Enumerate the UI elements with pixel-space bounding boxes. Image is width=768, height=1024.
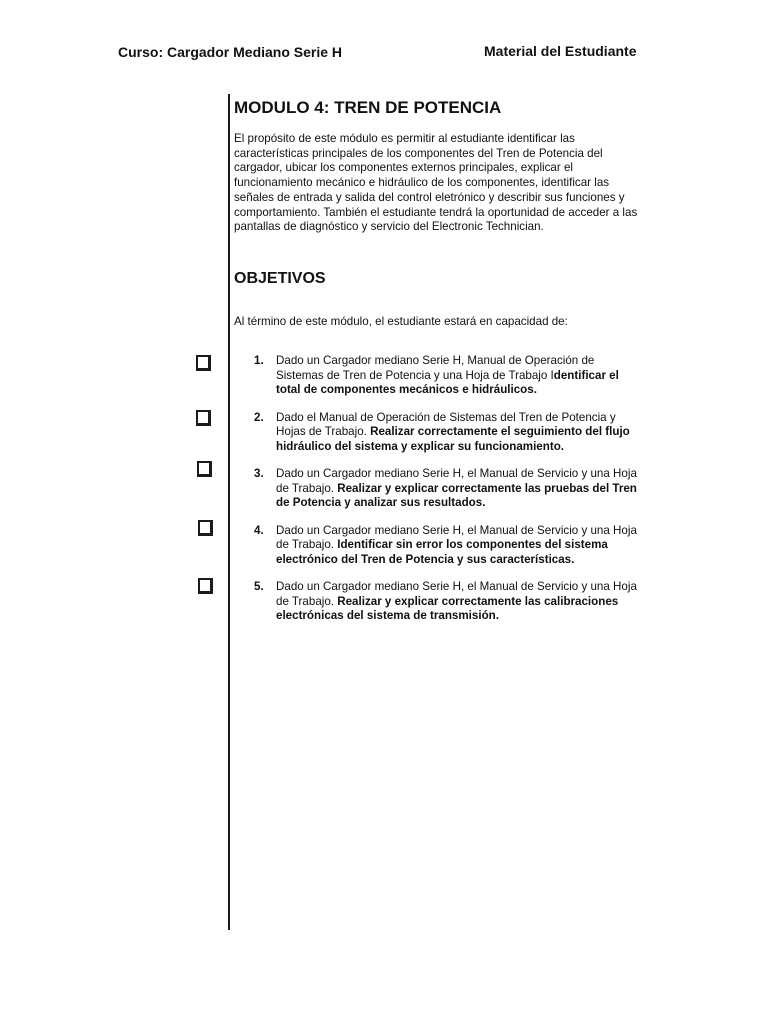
objective-goal: dentificar el total de componentes mecánicos e hidráulicos.	[276, 368, 619, 397]
margin-rule	[228, 94, 230, 930]
objective-text	[276, 467, 644, 511]
objective-text	[276, 580, 644, 624]
objective-goal: Identificar sin error los componentes del sistema electrónico del Tren de Potencia y sus características.	[276, 538, 608, 566]
objective-text	[276, 411, 644, 455]
module-content	[234, 97, 644, 330]
material-label: Material del Estudiante	[484, 43, 637, 59]
objective-item-1	[254, 354, 644, 398]
objective-condition: Dado el Manual de Operación de Sistemas del Tren de Potencia y Hojas de Trabajo.	[276, 410, 616, 439]
objective-checkbox-3[interactable]	[197, 461, 212, 477]
objective-number: 4.	[254, 523, 264, 537]
objective-number: 5.	[254, 580, 264, 593]
objective-item-5	[254, 580, 644, 624]
objective-goal: Realizar y explicar correctamente las pruebas del Tren de Potencia y analizar sus resultados.	[276, 481, 637, 510]
objective-checkbox-2[interactable]	[196, 410, 211, 426]
objective-checkbox-5[interactable]	[198, 578, 213, 594]
objective-number: 1.	[254, 354, 264, 367]
objective-condition: Dado un Cargador mediano Serie H, Manual de Operación de Sistemas de Tren de Potencia y una Hoja de Trabajo I	[276, 354, 595, 382]
objective-goal: Realizar correctamente el seguimiento del flujo hidráulico del sistema y explicar su funcionamiento.	[276, 425, 630, 453]
objective-item-2	[254, 411, 644, 455]
objective-text	[276, 354, 644, 398]
objectives-title: OBJETIVOS	[234, 269, 326, 287]
objective-condition: Dado un Cargador mediano Serie H, el Manual de Servicio y una Hoja de Trabajo.	[276, 467, 637, 495]
objective-condition: Dado un Cargador mediano Serie H, el Manual de Servicio y una Hoja de Trabajo.	[276, 523, 637, 552]
objective-number: 2.	[254, 410, 264, 424]
objective-goal: Realizar y explicar correctamente las calibraciones electrónicas del sistema de transmisión.	[276, 594, 619, 623]
objective-item-3	[254, 467, 644, 511]
objectives-list	[254, 354, 644, 637]
module-intro: El propósito de este módulo es permitir al estudiante identificar las características principales de los componentes del Tren de Potencia del cargador, ubicar los componentes externos principales, explicar el funcionamiento mecánico e hidráulico de los componentes, identificar las señales de entrada y salida del control eletrónico y describir sus funciones y comportamiento. También el estudiante tendrá la oportunidad de acceder a las pantallas de diagnóstico y servicio del Electronic Technician.	[234, 132, 638, 234]
objective-item-4	[254, 524, 644, 568]
module-title: MODULO 4: TREN DE POTENCIA	[234, 98, 502, 117]
objective-text	[276, 524, 644, 568]
objectives-lead: Al término de este módulo, el estudiante estará en capacidad de:	[234, 314, 568, 328]
objective-condition: Dado un Cargador mediano Serie H, el Manual de Servicio y una Hoja de Trabajo.	[276, 580, 637, 608]
objective-checkbox-1[interactable]	[196, 355, 211, 371]
objective-number: 3.	[254, 467, 264, 480]
objective-checkbox-4[interactable]	[198, 520, 213, 536]
course-title: Curso: Cargador Mediano Serie H	[118, 44, 343, 60]
